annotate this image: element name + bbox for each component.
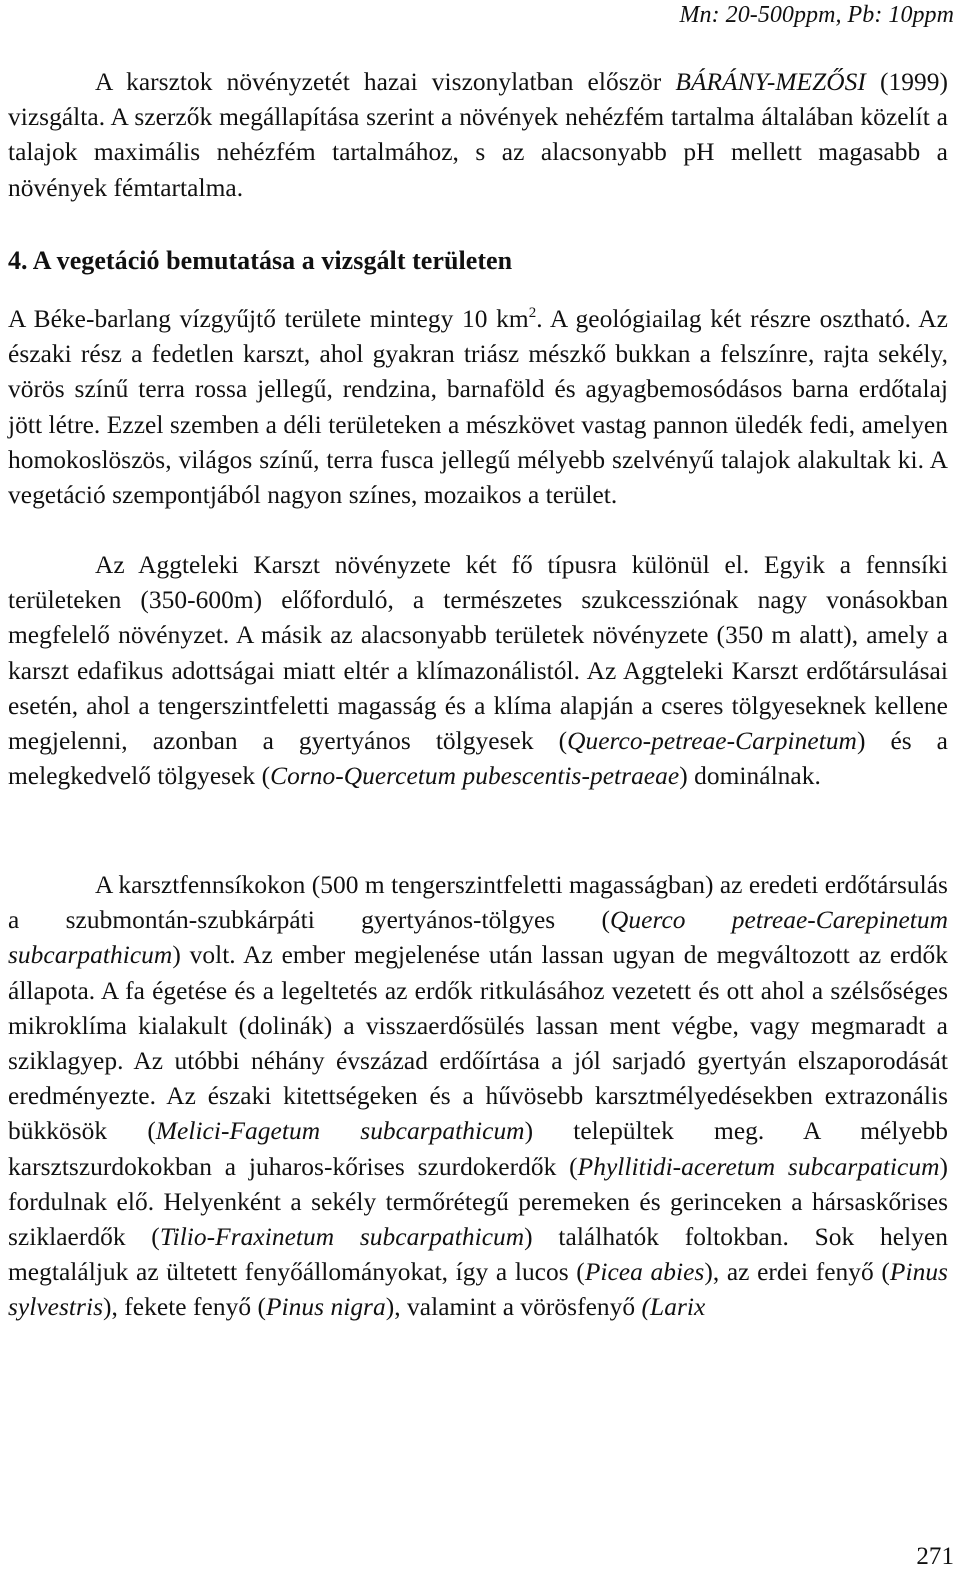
intro-text-1: A karsztok növényzetét hazai viszonylatban először	[95, 68, 676, 96]
plateau-text-4: ) fordulnak elő. Helyenként a sekély termőrétegű peremeken és gerinceken a hársaskőrises sziklaerdők (	[8, 1152, 948, 1252]
area-text-1: A Béke-barlang vízgyűjtő területe mintegy 10 km	[8, 305, 529, 333]
taxon-name: Melici-Fagetum subcarpathicum	[155, 1117, 525, 1146]
types-text-3: ) dominálnak.	[679, 762, 821, 791]
document-page	[8, 0, 954, 1579]
taxon-name: Corno-Quercetum pubescentis-petraeae	[270, 762, 680, 791]
taxon-name: Picea abies	[584, 1258, 705, 1287]
plateau-text-7: ), fekete fenyő (	[103, 1293, 266, 1322]
types-text-1: Az Aggteleki Karszt növényzete két fő típusra különül el. Egyik a fennsíki területeken (350-600m) előforduló, a természetes szukcessziónak nagy vonásokban megfelelő növényzet. A másik az alacsonyabb területek növényzete (350 m alatt), amely a karszt edafikus adottságai miatt eltér a klímazonálistól. Az Aggteleki Karszt erdőtársulásai esetén, ahol a tengerszintfeletti magasság és a klíma alapján a cseres tölgyeseknek kellene megjelenni, azonban a gyertyános tölgyesek (	[8, 551, 948, 756]
types-text-2: ) és a melegkedvelő tölgyesek (	[8, 727, 949, 791]
taxon-name: Phyllitidi-aceretum subcarpaticum	[577, 1152, 940, 1181]
area-superscript: 2	[528, 305, 537, 321]
taxon-name: Querco-petreae-Carpinetum	[567, 727, 857, 756]
plateau-text-8: ), valamint a vörösfenyő	[385, 1293, 642, 1322]
vegetation-types-paragraph	[8, 548, 948, 794]
plateau-text-2: ) volt. Az ember megjelenése után lassan ugyan de megváltozott az erdők állapota. A fa égetése és a legeltetés az erdők ritkulásához vezetett és ott ahol a szélsőséges mikroklíma kialakult (dolinák) a visszaerdősülés lassan ment végbe, vagy megmaradt a sziklagyep. Az utóbbi néhány évszázad erdőírtása a jól sarjadó gyertyán elszaporodását eredményezte. Az északi kitettségeken és a hűvösebb karsztmélyedésekben extrazonális bükkösök (	[8, 941, 948, 1146]
area-paragraph	[8, 302, 948, 513]
page-number: 271	[916, 1543, 954, 1570]
intro-paragraph	[8, 65, 948, 206]
cited-author: BÁRÁNY-MEZŐSI	[675, 68, 866, 96]
taxon-name: (Larix	[641, 1293, 706, 1322]
plateau-text-3: ) települtek meg. A mélyebb karsztszurdokokban a juharos-kőrises szurdokerdők (	[8, 1117, 948, 1181]
plateau-text-6: ), az erdei fenyő (	[704, 1258, 890, 1287]
area-text-2: . A geológiailag két részre osztható. Az északi rész a fedetlen karszt, ahol gyakran triász mészkő bukkan a felszínre, rajta sekély, vörös színű terra rossa jellegű, rendzina, barnaföld és agyagbemosódásos barna erdőtalaj jött létre. Ezzel szemben a déli területeken a mészkövet vastag pannon üledék fedi, amelyen homokoslöszös, világos színű, terra fusca jellegű mélyebb szelvényű talajok alakultak ki. A vegetáció szempontjából nagyon színes, mozaikos a terület.	[8, 305, 948, 510]
intro-text-2: (1999) vizsgálta. A szerzők megállapítása szerint a növények nehézfém tartalma általában közelít a talajok maximális nehézfém tartalmához, s az alacsonyabb pH mellett magasabb a növények fémtartalma.	[8, 68, 949, 202]
plateau-text-1: A karsztfennsíkokon (500 m tengerszintfeletti magasságban) az eredeti erdőtársulás a szubmontán-szubkárpáti gyertyános-tölgyes (	[8, 871, 948, 935]
taxon-name: Querco petreae-Carepinetum subcarpathicum	[8, 906, 948, 970]
taxon-name: Pinus nigra	[265, 1293, 386, 1322]
plateau-paragraph	[8, 868, 948, 1326]
running-header: Mn: 20-500ppm, Pb: 10ppm	[679, 2, 954, 28]
taxon-name: Tilio-Fraxinetum subcarpathicum	[159, 1223, 525, 1252]
taxon-name: Pinus sylvestris	[8, 1258, 948, 1322]
section-heading: 4. A vegetáció bemutatása a vizsgált területen	[8, 246, 513, 275]
plateau-text-5: ) találhatók foltokban. Sok helyen megtaláljuk az ültetett fenyőállományokat, így a lucos (	[8, 1223, 948, 1287]
